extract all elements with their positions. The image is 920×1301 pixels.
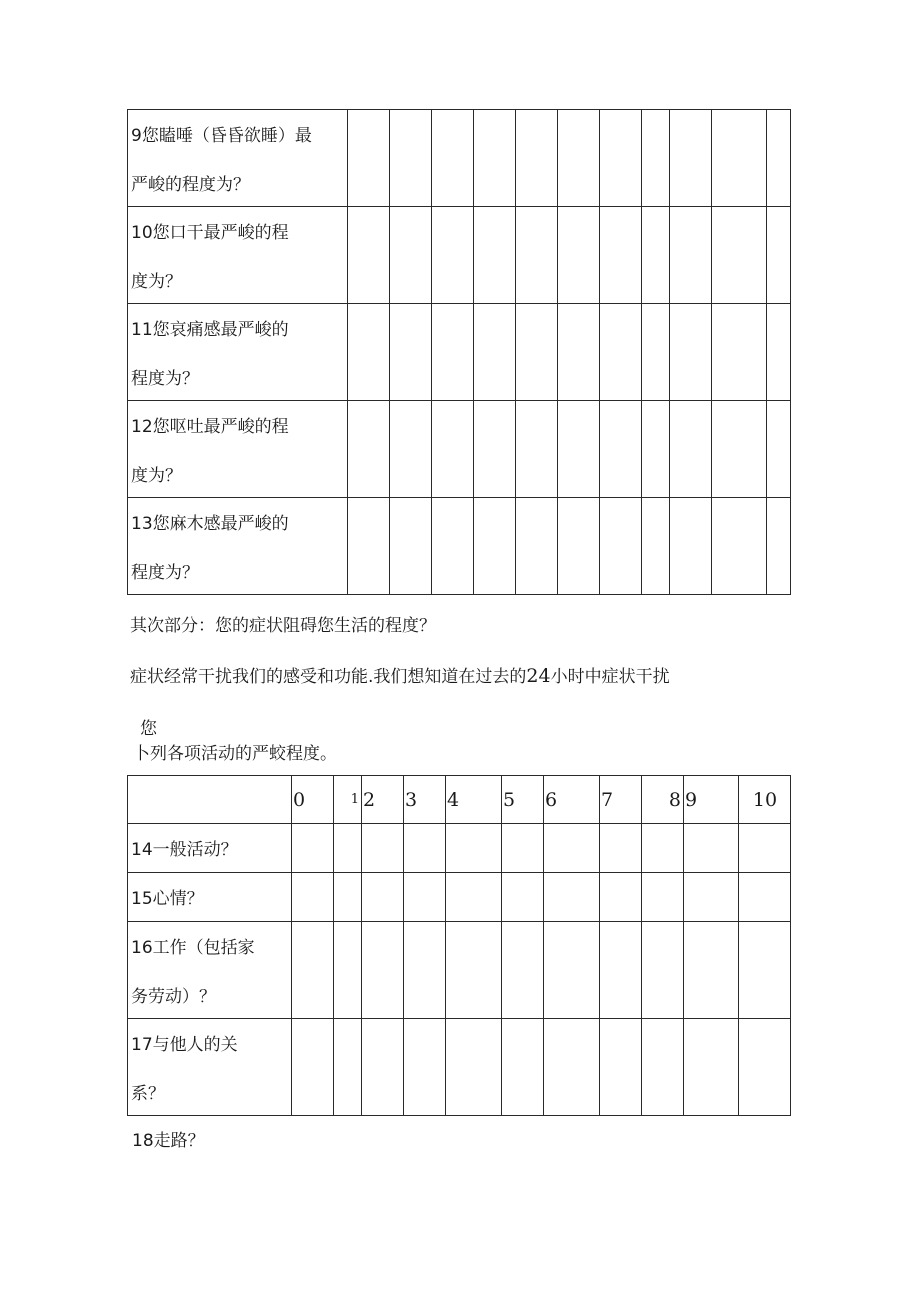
- rating-cell[interactable]: [390, 401, 432, 498]
- rating-cell[interactable]: [739, 873, 791, 922]
- rating-cell[interactable]: [558, 304, 600, 401]
- table-row: [128, 824, 791, 873]
- rating-cell[interactable]: [670, 401, 712, 498]
- rating-cell[interactable]: [362, 922, 404, 1019]
- rating-cell[interactable]: [670, 207, 712, 304]
- rating-cell[interactable]: [767, 110, 791, 207]
- question-label: 15心情？: [128, 873, 292, 922]
- rating-cell[interactable]: [334, 824, 362, 873]
- rating-cell[interactable]: [712, 498, 767, 595]
- scale-label: 6: [544, 776, 600, 824]
- table-row: [128, 401, 791, 498]
- rating-cell[interactable]: [558, 498, 600, 595]
- rating-cell[interactable]: [558, 110, 600, 207]
- rating-cell[interactable]: [292, 824, 334, 873]
- rating-cell[interactable]: [446, 873, 502, 922]
- scale-label: 7: [600, 776, 642, 824]
- rating-cell[interactable]: [767, 401, 791, 498]
- rating-cell[interactable]: [348, 304, 390, 401]
- rating-cell[interactable]: [600, 401, 642, 498]
- rating-cell[interactable]: [474, 110, 516, 207]
- rating-cell[interactable]: [432, 401, 474, 498]
- section-heading: 其次部分：您的症状阻碍您生活的程度？: [130, 616, 436, 636]
- rating-cell[interactable]: [684, 873, 739, 922]
- rating-cell[interactable]: [362, 824, 404, 873]
- rating-cell[interactable]: [642, 304, 670, 401]
- rating-cell[interactable]: [600, 498, 642, 595]
- rating-cell[interactable]: [600, 110, 642, 207]
- section-intro-line3: 卜列各项活动的严蛟程度。: [133, 744, 337, 764]
- rating-cell[interactable]: [516, 401, 558, 498]
- rating-cell[interactable]: [516, 498, 558, 595]
- rating-cell[interactable]: [642, 922, 684, 1019]
- table-row: [128, 207, 791, 304]
- rating-cell[interactable]: [516, 110, 558, 207]
- rating-cell[interactable]: [432, 207, 474, 304]
- rating-cell[interactable]: [670, 498, 712, 595]
- table-row: [128, 922, 791, 1019]
- scale-label: 0: [292, 776, 334, 824]
- scale-label: 5: [502, 776, 544, 824]
- header-blank-cell: [128, 776, 292, 824]
- rating-cell[interactable]: [712, 207, 767, 304]
- rating-cell[interactable]: [404, 824, 446, 873]
- question-label: 14一般活动？: [128, 824, 292, 873]
- rating-cell[interactable]: [600, 207, 642, 304]
- rating-cell[interactable]: [544, 824, 600, 873]
- table-row: [128, 498, 791, 595]
- rating-cell[interactable]: [600, 1019, 642, 1116]
- rating-cell[interactable]: [432, 110, 474, 207]
- rating-cell[interactable]: [712, 304, 767, 401]
- rating-cell[interactable]: [739, 824, 791, 873]
- rating-cell[interactable]: [544, 873, 600, 922]
- rating-cell[interactable]: [348, 110, 390, 207]
- scale-label: 10: [739, 776, 791, 824]
- rating-cell[interactable]: [292, 873, 334, 922]
- rating-cell[interactable]: [404, 873, 446, 922]
- question-label: 11您哀痛感最严峻的 程度为？: [128, 304, 348, 401]
- rating-cell[interactable]: [502, 922, 544, 1019]
- rating-cell[interactable]: [432, 498, 474, 595]
- rating-cell[interactable]: [642, 824, 684, 873]
- rating-cell[interactable]: [670, 304, 712, 401]
- scale-label: 8: [642, 776, 684, 824]
- rating-cell[interactable]: [642, 498, 670, 595]
- rating-cell[interactable]: [390, 110, 432, 207]
- rating-cell[interactable]: [712, 401, 767, 498]
- rating-cell[interactable]: [670, 110, 712, 207]
- rating-cell[interactable]: [474, 401, 516, 498]
- rating-cell[interactable]: [474, 207, 516, 304]
- section-intro-line2: 您: [140, 719, 157, 739]
- question-label: 13您麻木感最严峻的 程度为？: [128, 498, 348, 595]
- rating-cell[interactable]: [292, 1019, 334, 1116]
- rating-cell[interactable]: [600, 873, 642, 922]
- rating-cell[interactable]: [558, 207, 600, 304]
- section-intro: 症状经常干扰我们的感受和功能.我们想知道在过去的24小时中症状干扰: [130, 665, 670, 687]
- rating-cell[interactable]: [348, 207, 390, 304]
- scale-label: 2: [362, 776, 404, 824]
- rating-cell[interactable]: [684, 922, 739, 1019]
- rating-cell[interactable]: [390, 207, 432, 304]
- table-row: [128, 110, 791, 207]
- rating-cell[interactable]: [502, 873, 544, 922]
- rating-cell[interactable]: [767, 207, 791, 304]
- rating-cell[interactable]: [684, 1019, 739, 1116]
- rating-cell[interactable]: [642, 207, 670, 304]
- rating-cell[interactable]: [334, 873, 362, 922]
- scale-header-row: [128, 776, 791, 824]
- rating-cell[interactable]: [404, 1019, 446, 1116]
- table-row: [128, 873, 791, 922]
- question-label: 17与他人的关 系？: [128, 1019, 292, 1116]
- rating-cell[interactable]: [348, 401, 390, 498]
- rating-cell[interactable]: [642, 1019, 684, 1116]
- rating-cell[interactable]: [362, 1019, 404, 1116]
- scale-label: 3: [404, 776, 446, 824]
- rating-cell[interactable]: [558, 401, 600, 498]
- rating-cell[interactable]: [474, 498, 516, 595]
- table-row: [128, 304, 791, 401]
- rating-cell[interactable]: [390, 498, 432, 595]
- rating-cell[interactable]: [334, 1019, 362, 1116]
- rating-cell[interactable]: [712, 110, 767, 207]
- rating-cell[interactable]: [600, 824, 642, 873]
- rating-cell[interactable]: [767, 304, 791, 401]
- rating-cell[interactable]: [544, 1019, 600, 1116]
- question-label: 9您瞌唾（昏昏欲睡）最 严峻的程度为？: [128, 110, 348, 207]
- rating-cell[interactable]: [516, 207, 558, 304]
- rating-cell[interactable]: [432, 304, 474, 401]
- rating-cell[interactable]: [739, 922, 791, 1019]
- rating-cell[interactable]: [600, 304, 642, 401]
- question-label: 16工作（包括家 务劳动）？: [128, 922, 292, 1019]
- rating-cell[interactable]: [362, 873, 404, 922]
- rating-cell[interactable]: [544, 922, 600, 1019]
- rating-cell[interactable]: [739, 1019, 791, 1116]
- rating-cell[interactable]: [390, 304, 432, 401]
- rating-cell[interactable]: [334, 922, 362, 1019]
- rating-cell[interactable]: [404, 922, 446, 1019]
- rating-cell[interactable]: [642, 873, 684, 922]
- trailing-question: 18走路？: [132, 1131, 205, 1151]
- rating-cell[interactable]: [642, 110, 670, 207]
- rating-cell[interactable]: [642, 401, 670, 498]
- scale-label: 1: [334, 776, 362, 824]
- rating-cell[interactable]: [446, 1019, 502, 1116]
- interference-table: [127, 775, 791, 1116]
- question-label: 12您呕吐最严峻的程 度为？: [128, 401, 348, 498]
- rating-cell[interactable]: [502, 1019, 544, 1116]
- rating-cell[interactable]: [292, 922, 334, 1019]
- rating-cell[interactable]: [502, 824, 544, 873]
- rating-cell[interactable]: [474, 304, 516, 401]
- question-label: 10您口干最严峻的程 度为？: [128, 207, 348, 304]
- rating-cell[interactable]: [446, 922, 502, 1019]
- rating-cell[interactable]: [600, 922, 642, 1019]
- severity-table: [127, 109, 791, 595]
- rating-cell[interactable]: [767, 498, 791, 595]
- scale-label: 4: [446, 776, 502, 824]
- scale-label: 9: [684, 776, 739, 824]
- rating-cell[interactable]: [516, 304, 558, 401]
- rating-cell[interactable]: [446, 824, 502, 873]
- rating-cell[interactable]: [684, 824, 739, 873]
- rating-cell[interactable]: [348, 498, 390, 595]
- table-row: [128, 1019, 791, 1116]
